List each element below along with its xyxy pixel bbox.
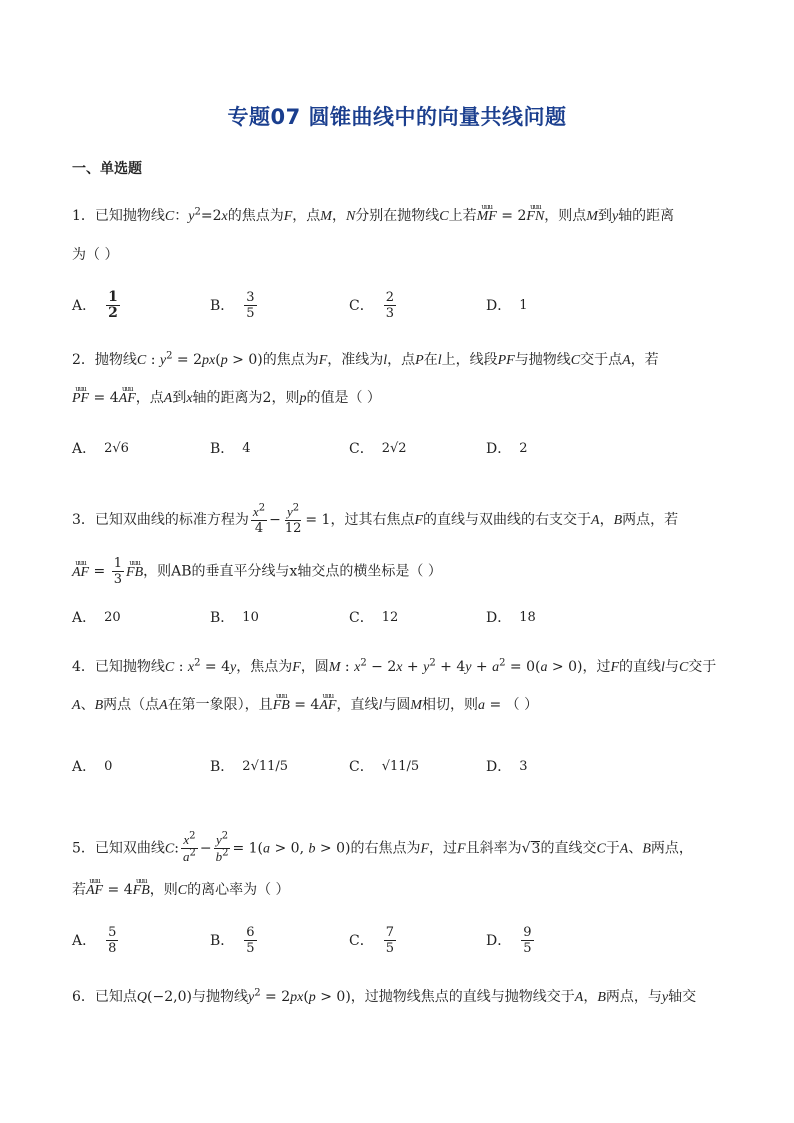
question-5-line-2: 若uuu AF = 4uuu FB，则C的离心率为（ ） — [72, 880, 722, 901]
question-3-options — [72, 597, 732, 637]
question-1-line-2: 为（ ） — [72, 247, 119, 263]
option-d: D． 1 — [486, 297, 528, 314]
question-4-options — [72, 746, 732, 786]
option-d: D． 18 — [486, 609, 536, 626]
question-4-line-1: 4．已知抛物线C : $x^2 = 4y$，焦点为F，圆M : $x^2 - 2x + y^2 + 4y + a^2 = 0(a > 0)$，过F的直线l与C交于 — [72, 657, 717, 675]
option-b: B． 10 — [210, 609, 259, 626]
question-3-line-2: uuu AF = $\frac{1}{3}$ uuu FB，则AB的垂直平分线与x轴交点的横坐标是（ ） — [72, 556, 722, 587]
option-a: A． $\frac{1}{2}$ — [72, 288, 118, 321]
question-1-line-1: 1．已知抛物线C：$y^2=2x$的焦点为F，点M，N分别在抛物线C上若uuu MF = 2uuu FN，则点M到y轴的距离 — [72, 206, 722, 227]
page-title: 专题07 圆锥曲线中的向量共线问题 — [227, 105, 567, 129]
option-c: C． $\frac{7}{5}$ — [349, 924, 394, 956]
question-2-options — [72, 428, 732, 468]
option-d: D． 2 — [486, 440, 528, 457]
question-2-line-1: 2．抛物线C : $y^2 = 2px(p > 0)$的焦点为F，准线为l，点P在l上，线段PF与抛物线C交于点A，若 — [72, 350, 659, 368]
option-d: D． $\frac{9}{5}$ — [486, 924, 532, 956]
option-b: B． 2√11/5 — [210, 758, 289, 775]
option-a: A． 20 — [72, 609, 121, 626]
section-heading: 一、单选题 — [72, 161, 142, 177]
question-4-line-2: A、B两点（点A在第一象限），且uuu FB = 4uuu AF，直线l与圆M相切，则a = （ ） — [72, 695, 722, 716]
question-5-options — [72, 920, 732, 960]
option-a: A． 2√6 — [72, 440, 129, 457]
question-5-line-1: 5．已知双曲线C: $\frac{x^2}{a^2}$ − $\frac{y^2}{b^2}$ = 1(a > 0, b > 0)的右焦点为F，过F且斜率为√3的直线交C于A、B两点， — [72, 830, 693, 864]
question-1-options — [72, 285, 732, 325]
option-b: B． 4 — [210, 440, 251, 457]
option-b: B． $\frac{3}{5}$ — [210, 289, 255, 321]
option-c: C． 2√2 — [349, 440, 407, 457]
question-6-line-1: 6．已知点Q(−2,0)与抛物线$y^2 = 2px(p > 0)$，过抛物线焦点的直线与抛物线交于A，B两点，与y轴交 — [72, 987, 697, 1005]
option-d: D． 3 — [486, 758, 528, 775]
option-a: A． 0 — [72, 758, 113, 775]
option-c: C． √11/5 — [349, 758, 420, 775]
option-a: A． $\frac{5}{8}$ — [72, 924, 117, 956]
option-b: B． $\frac{6}{5}$ — [210, 924, 255, 956]
option-c: C． $\frac{2}{3}$ — [349, 289, 394, 321]
question-3-line-1: 3．已知双曲线的标准方程为 $\frac{x^2}{4}$ − $\frac{y^2}{12}$ = 1，过其右焦点F的直线与双曲线的右支交于A，B两点，若 — [72, 502, 679, 536]
question-2-line-2: uuu PF = 4uuu AF，点A到x轴的距离为2，则p的值是（ ） — [72, 388, 722, 409]
option-c: C． 12 — [349, 609, 399, 626]
